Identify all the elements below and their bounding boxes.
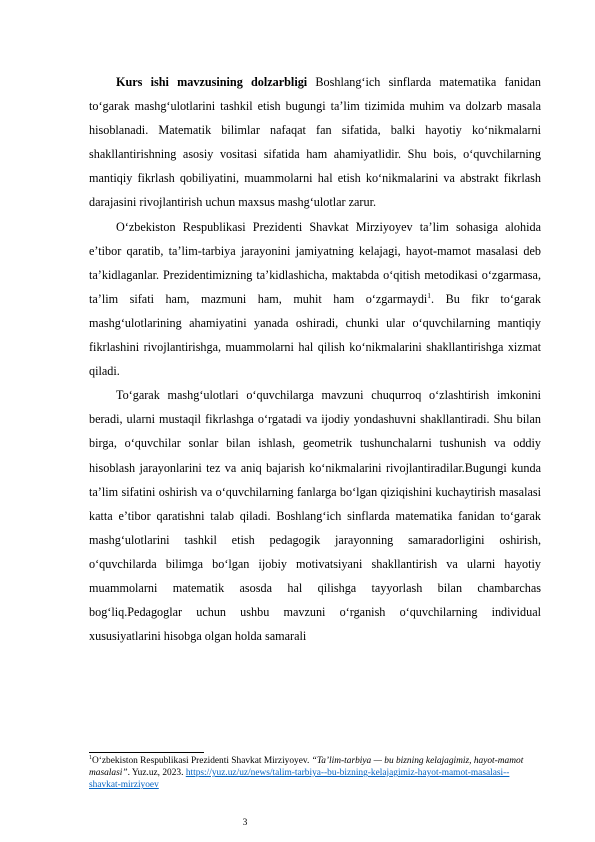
paragraph-clubs — [89, 383, 541, 648]
body-text — [89, 70, 541, 648]
paragraph-relevance — [89, 70, 541, 215]
footnote-link[interactable]: https://yuz.uz/uz/news/talim-tarbiya--bu-bizning-kelajagimiz-hayot-mamot-masalasi--shavkat-mirziyoev — [89, 768, 510, 791]
footnote — [89, 755, 541, 792]
footnote-source: . Yuz.uz, 2023. — [127, 768, 186, 779]
footnote-title: “Ta’lim-tarbiya — bu bizning kelajagimiz, hayot-mamot masalasi” — [89, 756, 524, 779]
footnote-separator — [89, 752, 204, 753]
footnote-author: O‘zbekiston Respublikasi Prezidenti Shavkat Mirziyoyev. — [92, 756, 312, 766]
paragraph-text: . Bu fikr to‘garak mashg‘ulotlarining ahamiyatini yanada oshiradi, chunki ular o‘quvchilarning mantiqiy fikrlashini rivojlantirishga, muammolarni hal qilish ko‘nikmalarini shakllantirishga xizmat qiladi. — [89, 291, 541, 379]
footnote-reference[interactable]: 1 — [427, 290, 432, 300]
footnote-number: 1 — [89, 754, 92, 761]
paragraph-text: O‘zbekiston Respublikasi Prezidenti Shavkat Mirziyoyev ta’lim sohasiga alohida e’tibor qaratib, ta’lim-tarbiya jarayonini jamiyatning kelajagi, hayot-mamot masalasi deb ta’kidlaganlar. Prezidentimizning ta’kidlashicha, maktabda o‘qitish metodikasi o‘zgarmasa, ta’lim sifati ham, mazmuni ham, muhit ham o‘zgarmaydi — [89, 219, 541, 306]
paragraph-text: Boshlang‘ich sinflarda matematika fanidan to‘garak mashg‘ulotlarini tashkil etish bugungi ta’lim tizimida muhim va dolzarb masala hisoblanadi. Matematik bilimlar nafaqat fan sifatida, balki hayotiy ko‘nikmalarni shakllantirishning asosiy vositasi sifatida ham ahamiyatlidir. Shu bois, o‘quvchilarning mantiqiy fikrlash qobiliyatini, muammolarni hal etish ko‘nikmalarini va abstrakt fikrlash darajasini rivojlantirish uchun maxsus mashg‘ulotlar zarur. — [89, 75, 541, 210]
page-number: 3 — [242, 818, 248, 828]
lead-heading: Kurs ishi mavzusining dolzarbligi — [116, 75, 308, 89]
paragraph-president — [89, 215, 541, 384]
paragraph-text: To‘garak mashg‘ulotlari o‘quvchilarga mavzuni chuqurroq o‘zlashtirish imkonini beradi, ularni mustaqil fikrlashga o‘rgatadi va ijodiy yondashuvni shakllantiradi. Shu bilan birga, o‘quvchilar sonlar bilan ishlash, geometrik tushunchalarni tushunish va oddiy hisoblash jarayonlarini tez va aniq bajarish ko‘nikmalarini rivojlantiradilar.Bugungi kunda ta’lim sifatini oshirish va o‘quvchilarning fanlarga bo‘lgan qiziqishini kuchaytirish masalasi katta e’tibor qaratishni talab qiladi. Boshlang‘ich sinflarda matematika fanidan to‘garak mashg‘ulotlarini tashkil etish pedagogik jarayonning samaradorligini oshirish, o‘quvchilarda bilimga bo‘lgan ijobiy motivatsiyani shakllantirish va ularni hayotiy muammolarni matematik asosda hal qilishga tayyorlash bilan chambarchas bog‘liq.Pedagoglar uchun ushbu mavzuni o‘rganish o‘quvchilarning individual xususiyatlarini hisobga olgan holda samarali — [89, 388, 541, 644]
